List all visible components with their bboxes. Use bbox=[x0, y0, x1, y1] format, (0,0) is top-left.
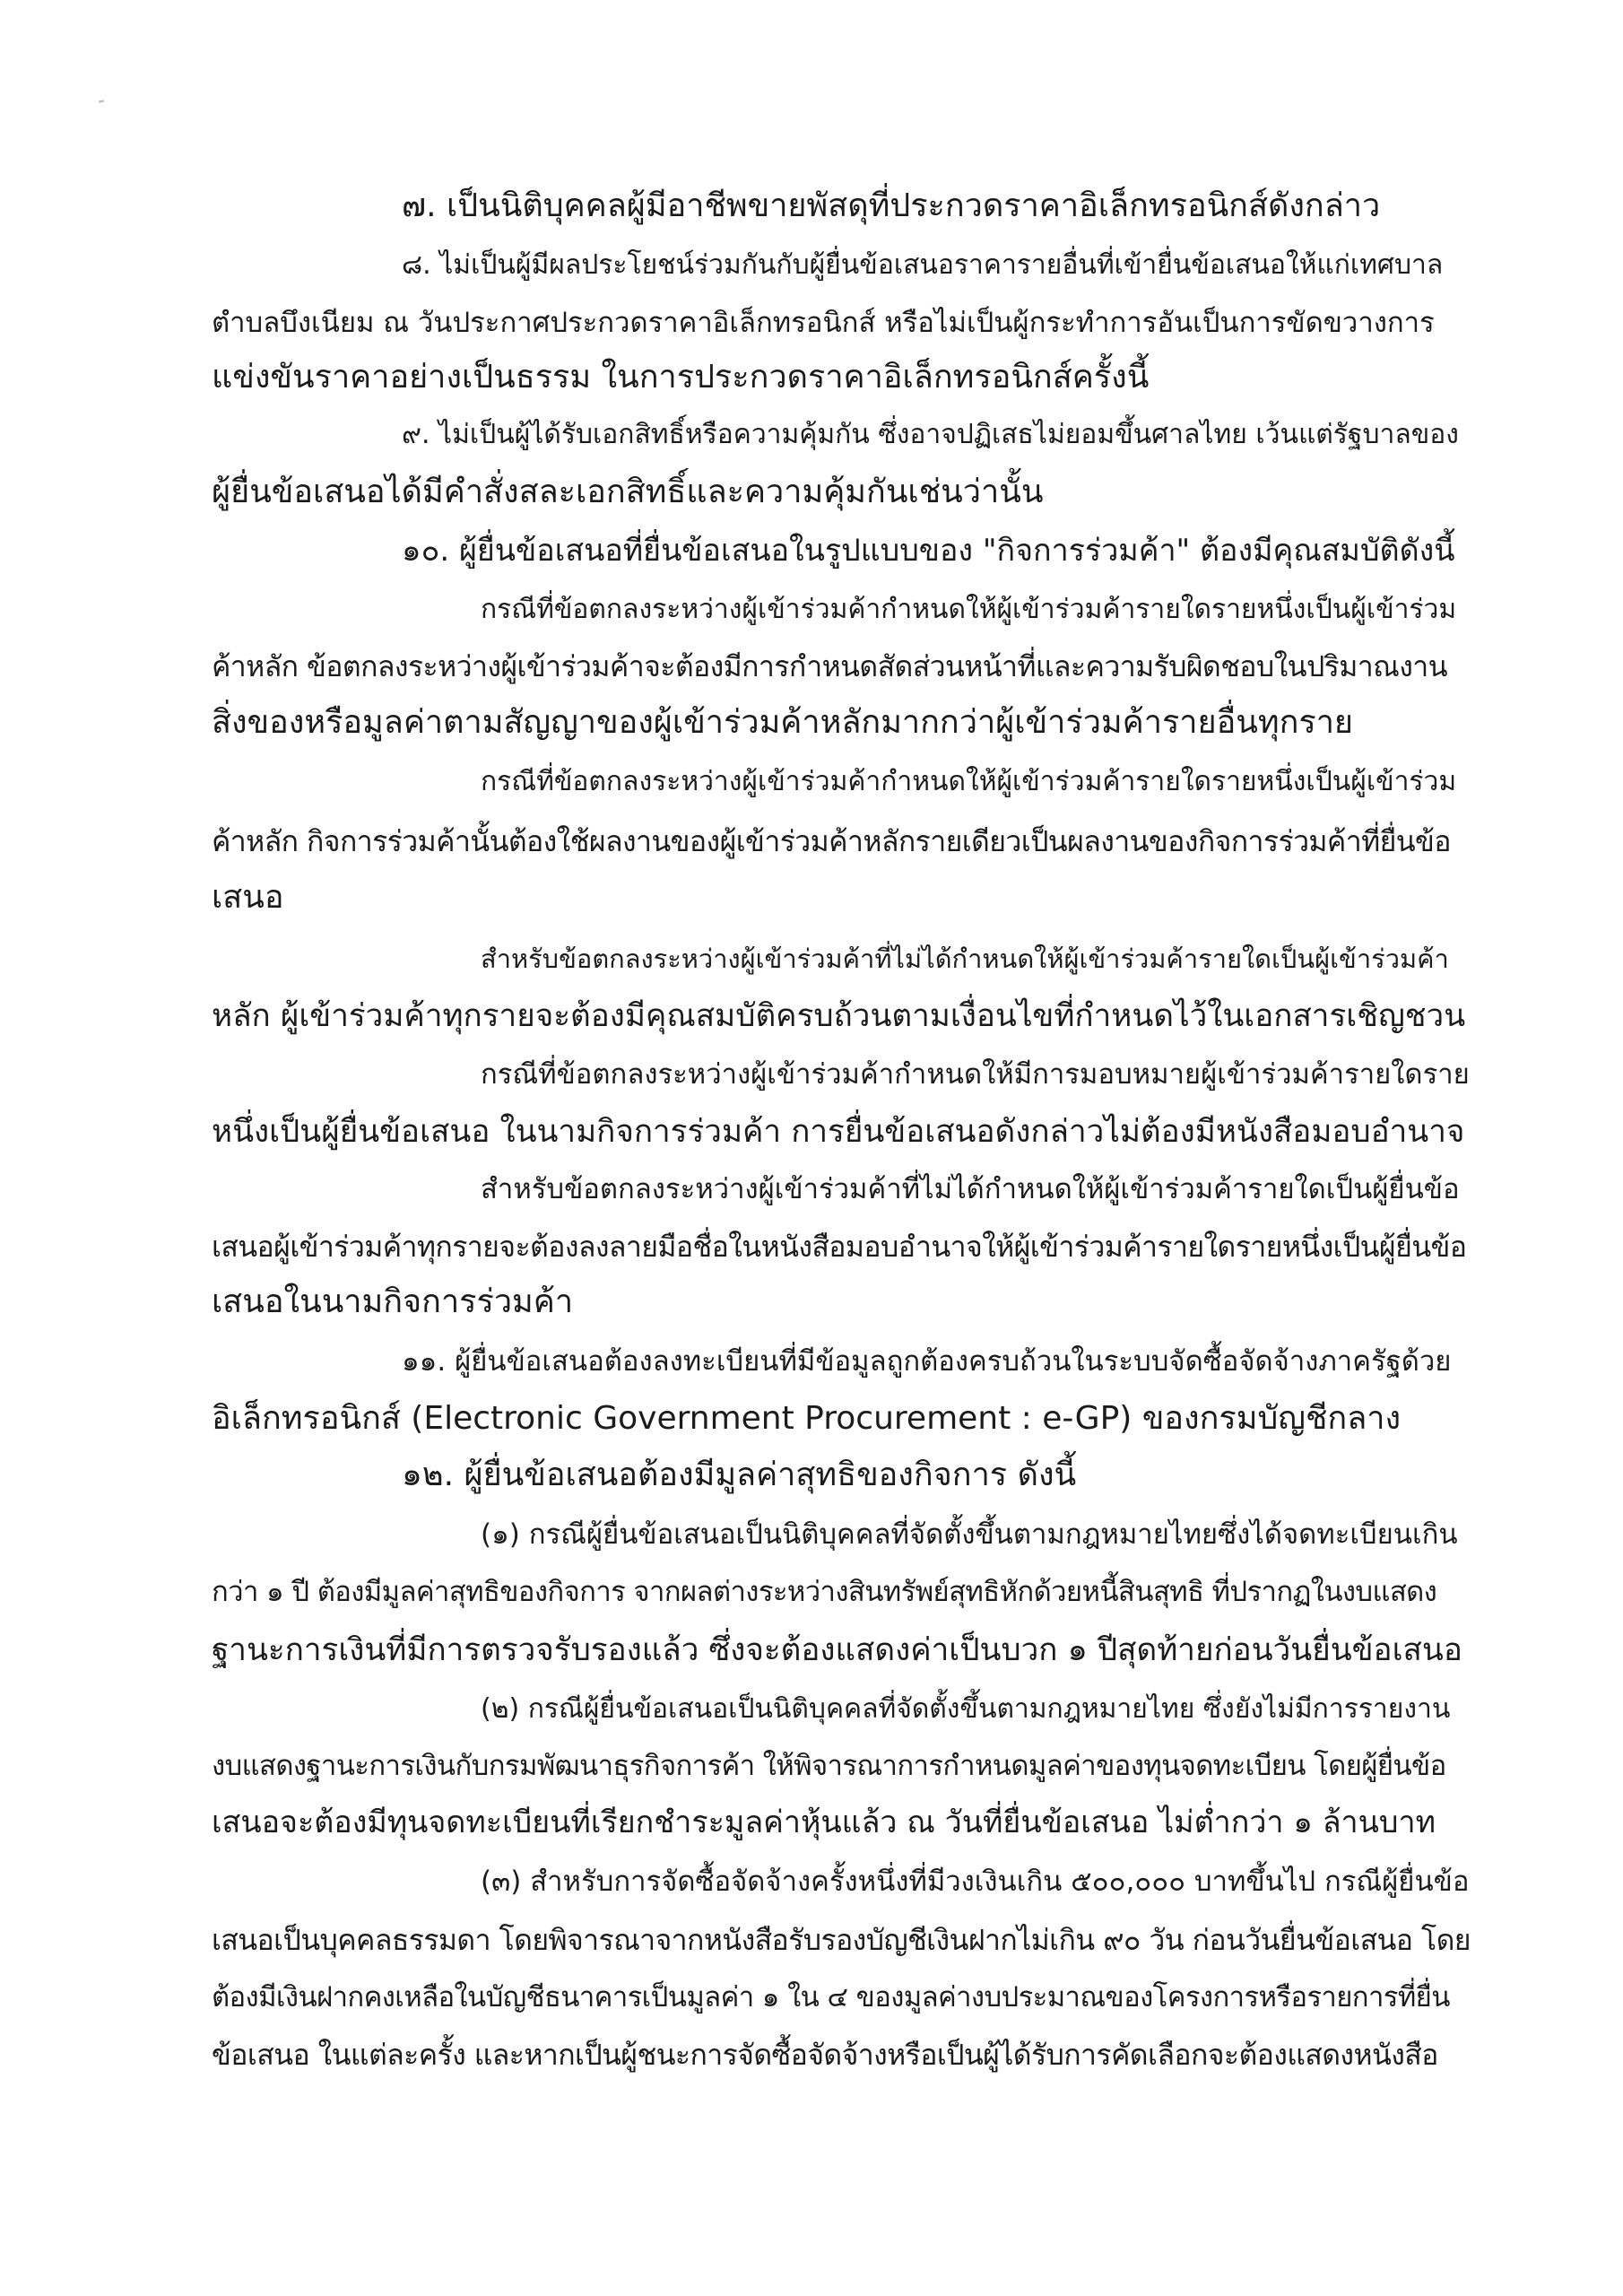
item-10-case-4-cont-1: หนึ่งเป็นผู้ยื่นข้อเสนอ ในนามกิจการร่วมค้า การยื่นข้อเสนอดังกล่าวไม่ต้องมีหนังสือมอบอำนาจ bbox=[212, 1114, 1465, 1150]
item-10-case-5-cont-1: เสนอผู้เข้าร่วมค้าทุกรายจะต้องลงลายมือชื่อในหนังสือมอบอำนาจให้ผู้เข้าร่วมค้ารายใดรายหนึ่งเป็นผู้ยื่นข้อ bbox=[212, 1230, 1467, 1264]
item-10-case-2-cont-1: ค้าหลัก กิจการร่วมค้านั้นต้องใช้ผลงานของผู้เข้าร่วมค้าหลักรายเดียวเป็นผลงานของกิจการร่วมค้าที่ยื่นข้อ bbox=[212, 824, 1451, 858]
item-8-cont-1: ตำบลบึงเนียม ณ วันประกาศประกวดราคาอิเล็กทรอนิกส์ หรือไม่เป็นผู้กระทำการอันเป็นการขัดขวางการ bbox=[212, 307, 1435, 339]
item-10: ๑๐. ผู้ยื่นข้อเสนอที่ยื่นข้อเสนอในรูปแบบของ "กิจการร่วมค้า" ต้องมีคุณสมบัติดังนี้ bbox=[402, 533, 1455, 569]
item-8: ๘. ไม่เป็นผู้มีผลประโยชน์ร่วมกันกับผู้ยื่นข้อเสนอราคารายอื่นที่เข้ายื่นข้อเสนอให้แก่เทศบาล bbox=[402, 249, 1444, 281]
item-10-case-1-cont-2: สิ่งของหรือมูลค่าตามสัญญาของผู้เข้าร่วมค้าหลักมากกว่าผู้เข้าร่วมค้ารายอื่นทุกราย bbox=[212, 704, 1354, 741]
item-12-sub-1-cont-2: ฐานะการเงินที่มีการตรวจรับรองแล้ว ซึ่งจะต้องแสดงค่าเป็นบวก ๑ ปีสุดท้ายก่อนวันยื่นข้อเสนอ bbox=[212, 1632, 1462, 1668]
item-12-sub-3-cont-2: ต้องมีเงินฝากคงเหลือในบัญชีธนาคารเป็นมูลค่า ๑ ใน ๔ ของมูลค่างบประมาณของโครงการหรือรายการที่ยื่น bbox=[212, 1981, 1450, 2013]
item-11-cont-1: อิเล็กทรอนิกส์ (Electronic Government Procurement : e-GP) ของกรมบัญชีกลาง bbox=[212, 1400, 1402, 1437]
item-8-cont-2: แข่งขันราคาอย่างเป็นธรรม ในการประกวดราคาอิเล็กทรอนิกส์ครั้งนี้ bbox=[212, 359, 1150, 396]
item-10-case-2-cont-2: เสนอ bbox=[212, 879, 284, 916]
item-12-sub-1: (๑) กรณีผู้ยื่นข้อเสนอเป็นนิติบุคคลที่จัดตั้งขึ้นตามกฎหมายไทยซึ่งได้จดทะเบียนเกิน bbox=[481, 1518, 1458, 1551]
item-12-sub-3-cont-1: เสนอเป็นบุคคลธรรมดา โดยพิจารณาจากหนังสือรับรองบัญชีเงินฝากไม่เกิน ๙๐ วัน ก่อนวันยื่นข้อเสนอ โดย bbox=[212, 1923, 1471, 1957]
item-12-sub-3: (๓) สำหรับการจัดซื้อจัดจ้างครั้งหนึ่งที่มีวงเงินเกิน ๕๐๐,๐๐๐ บาทขึ้นไป กรณีผู้ยื่นข้อ bbox=[481, 1866, 1470, 1898]
item-12: ๑๒. ผู้ยื่นข้อเสนอต้องมีมูลค่าสุทธิของกิจการ ดังนี้ bbox=[402, 1457, 1077, 1493]
item-10-case-1: กรณีที่ข้อตกลงระหว่างผู้เข้าร่วมค้ากำหนดให้ผู้เข้าร่วมค้ารายใดรายหนึ่งเป็นผู้เข้าร่วม bbox=[481, 594, 1457, 625]
item-12-sub-2-cont-1: งบแสดงฐานะการเงินกับกรมพัฒนาธุรกิจการค้า ให้พิจารณาการกำหนดมูลค่าของทุนจดทะเบียน โดยผู้ยื่นข้อ bbox=[212, 1750, 1446, 1782]
item-12-sub-1-cont-1: กว่า ๑ ปี ต้องมีมูลค่าสุทธิของกิจการ จากผลต่างระหว่างสินทรัพย์สุทธิหักด้วยหนี้สินสุทธิ ที่ปรากฏในงบแสดง bbox=[212, 1576, 1437, 1608]
item-10-case-5-cont-2: เสนอในนามกิจการร่วมค้า bbox=[212, 1283, 574, 1320]
item-10-case-2: กรณีที่ข้อตกลงระหว่างผู้เข้าร่วมค้ากำหนดให้ผู้เข้าร่วมค้ารายใดรายหนึ่งเป็นผู้เข้าร่วม bbox=[481, 766, 1457, 797]
item-10-case-3: สำหรับข้อตกลงระหว่างผู้เข้าร่วมค้าที่ไม่ได้กำหนดให้ผู้เข้าร่วมค้ารายใดเป็นผู้เข้าร่วมค้า bbox=[481, 944, 1449, 974]
item-10-case-5: สำหรับข้อตกลงระหว่างผู้เข้าร่วมค้าที่ไม่ได้กำหนดให้ผู้เข้าร่วมค้ารายใดเป็นผู้ยื่นข้อ bbox=[481, 1173, 1460, 1205]
item-10-case-3-cont-1: หลัก ผู้เข้าร่วมค้าทุกรายจะต้องมีคุณสมบัติครบถ้วนตามเงื่อนไขที่กำหนดไว้ในเอกสารเชิญชวน bbox=[212, 998, 1466, 1034]
item-9-cont-1: ผู้ยื่นข้อเสนอได้มีคำสั่งสละเอกสิทธิ์และความคุ้มกันเช่นว่านั้น bbox=[212, 474, 1044, 510]
scan-speck bbox=[99, 100, 104, 102]
item-10-case-4: กรณีที่ข้อตกลงระหว่างผู้เข้าร่วมค้ากำหนดให้มีการมอบหมายผู้เข้าร่วมค้ารายใดราย bbox=[481, 1058, 1470, 1091]
item-11: ๑๑. ผู้ยื่นข้อเสนอต้องลงทะเบียนที่มีข้อมูลถูกต้องครบถ้วนในระบบจัดซื้อจัดจ้างภาครัฐด้วย bbox=[402, 1345, 1452, 1378]
item-12-sub-3-cont-3: ข้อเสนอ ในแต่ละครั้ง และหากเป็นผู้ชนะการจัดซื้อจัดจ้างหรือเป็นผู้ได้รับการคัดเลือกจะต้องแสดงหนังสือ bbox=[212, 2038, 1438, 2072]
item-7: ๗. เป็นนิติบุคคลผู้มีอาชีพขายพัสดุที่ประกวดราคาอิเล็กทรอนิกส์ดังกล่าว bbox=[402, 187, 1381, 224]
item-12-sub-2-cont-2: เสนอจะต้องมีทุนจดทะเบียนที่เรียกชำระมูลค่าหุ้นแล้ว ณ วันที่ยื่นข้อเสนอ ไม่ต่ำกว่า ๑ ล้านบาท bbox=[212, 1805, 1436, 1840]
item-9: ๙. ไม่เป็นผู้ได้รับเอกสิทธิ์หรือความคุ้มกัน ซึ่งอาจปฏิเสธไม่ยอมขึ้นศาลไทย เว้นแต่รัฐบาลของ bbox=[402, 419, 1459, 450]
item-12-sub-2: (๒) กรณีผู้ยื่นข้อเสนอเป็นนิติบุคคลที่จัดตั้งขึ้นตามกฎหมายไทย ซึ่งยังไม่มีการรายงาน bbox=[481, 1693, 1451, 1725]
item-10-case-1-cont-1: ค้าหลัก ข้อตกลงระหว่างผู้เข้าร่วมค้าจะต้องมีการกำหนดสัดส่วนหน้าที่และความรับผิดชอบในปริมาณงาน bbox=[212, 649, 1447, 683]
